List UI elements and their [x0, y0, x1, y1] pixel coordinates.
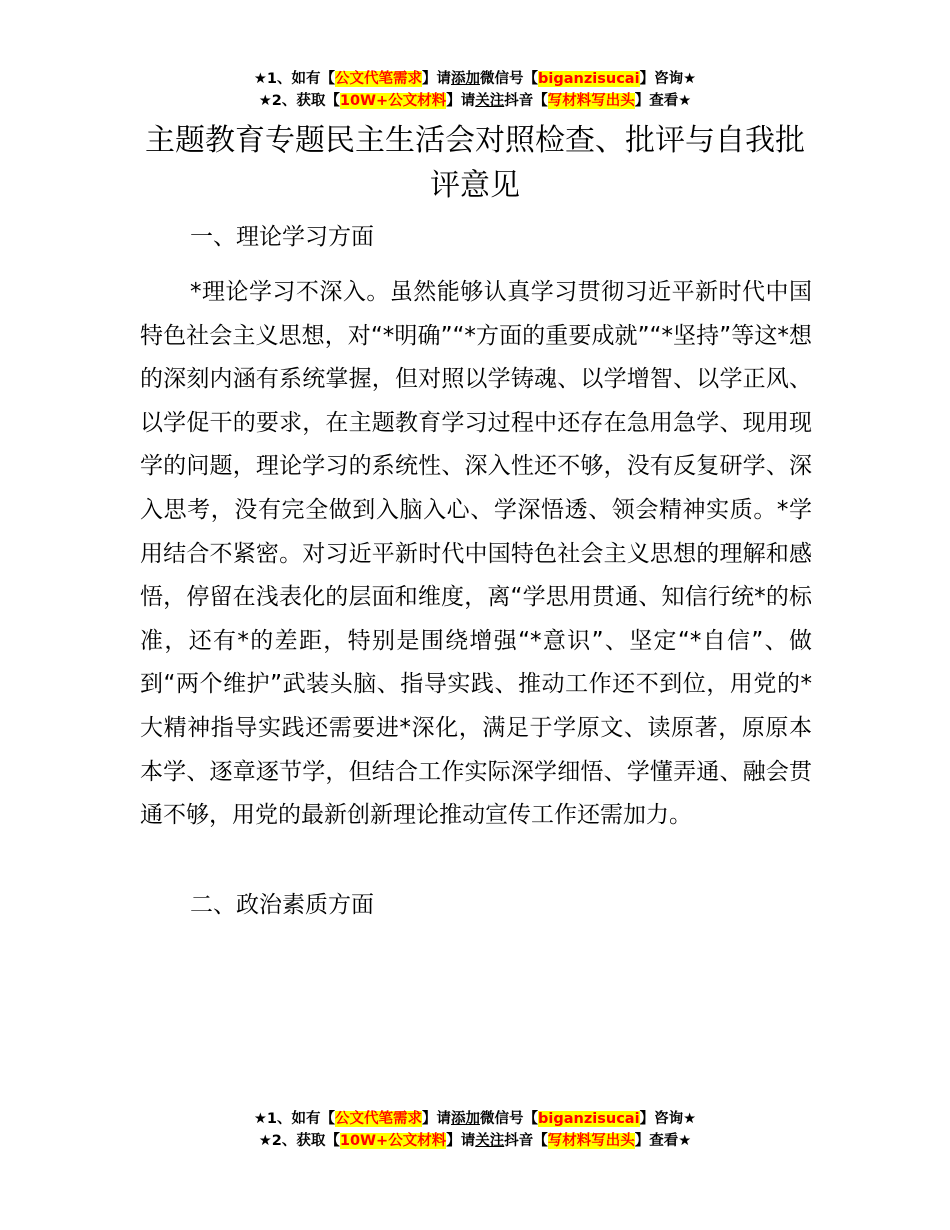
- promo-line-1-prefix: ★1、如有【: [253, 71, 336, 87]
- document-title: 主题教育专题民主生活会对照检查、批评与自我批评意见: [145, 123, 805, 203]
- promo-line-1-mid2: 微信号【: [480, 1111, 539, 1127]
- promo-service-highlight: 公文代笔需求: [335, 71, 423, 87]
- promo-materials-highlight: 10W+公文材料: [339, 93, 447, 109]
- section-body-theory-study: *理论学习不深入。虽然能够认真学习贯彻习近平新时代中国特色社会主义思想，对“*明确”“*方面的重要成就”“*坚持”等这*想的深刻内涵有系统掌握，但对照以学铸魂、以学增智、以学正风、以学促干的要求，在主题教育学习过程中还存在急用急学、现用现学的问题，理论学习的系统性、深入性还不够，没有反复研学、深入思考，没有完全做到入脑入心、学深悟透、领会精神实质。*学用结合不紧密。对习近平新时代中国特色社会主义思想的理解和感悟，停留在浅表化的层面和维度，离“学思用贯通、知信行统*的标准，还有*的差距，特别是围绕增强“*意识”、坚定“*自信”、做到“两个维护”武装头脑、指导实践、推动工作还不到位，用党的*大精神指导实践还需要进*深化，满足于学原文、读原著，原原本本学、逐章逐节学，但结合工作实际深学细悟、学懂弄通、融会贯通不够，用党的最新创新理论推动宣传工作还需加力。: [140, 279, 812, 829]
- promo-add-underlined: 添加: [451, 1111, 481, 1127]
- promo-line-2-suffix: 】查看★: [634, 93, 692, 109]
- promo-line-2-mid1: 】请: [446, 93, 476, 109]
- section-heading-theory-study: 一、理论学习方面: [190, 224, 374, 250]
- promo-line-2: [0, 1130, 950, 1152]
- promo-douyin-id-highlight: 写材料写出头: [547, 1133, 635, 1149]
- promo-wechat-id-highlight: biganzisucai: [538, 71, 640, 87]
- promo-banner-top: [0, 68, 950, 112]
- promo-add-underlined: 添加: [451, 71, 481, 87]
- section-heading-political-quality: 二、政治素质方面: [190, 892, 374, 918]
- promo-wechat-id-highlight: biganzisucai: [538, 1111, 640, 1127]
- promo-line-1: [0, 1108, 950, 1130]
- promo-line-1-mid1: 】请: [422, 71, 452, 87]
- promo-line-2-mid1: 】请: [446, 1133, 476, 1149]
- promo-line-2-mid2: 抖音【: [504, 1133, 548, 1149]
- promo-follow-underlined: 关注: [475, 93, 505, 109]
- promo-douyin-id-highlight: 写材料写出头: [547, 93, 635, 109]
- promo-line-1-suffix: 】咨询★: [639, 71, 697, 87]
- promo-line-1-mid1: 】请: [422, 1111, 452, 1127]
- promo-line-2-suffix: 】查看★: [634, 1133, 692, 1149]
- promo-line-1-suffix: 】咨询★: [639, 1111, 697, 1127]
- promo-service-highlight: 公文代笔需求: [335, 1111, 423, 1127]
- promo-materials-highlight: 10W+公文材料: [339, 1133, 447, 1149]
- promo-line-1-prefix: ★1、如有【: [253, 1111, 336, 1127]
- promo-follow-underlined: 关注: [475, 1133, 505, 1149]
- promo-line-2: [0, 90, 950, 112]
- promo-line-2-prefix: ★2、获取【: [258, 1133, 340, 1149]
- promo-banner-bottom: [0, 1108, 950, 1152]
- promo-line-1-mid2: 微信号【: [480, 71, 539, 87]
- promo-line-2-mid2: 抖音【: [504, 93, 548, 109]
- promo-line-1: [0, 68, 950, 90]
- promo-line-2-prefix: ★2、获取【: [258, 93, 340, 109]
